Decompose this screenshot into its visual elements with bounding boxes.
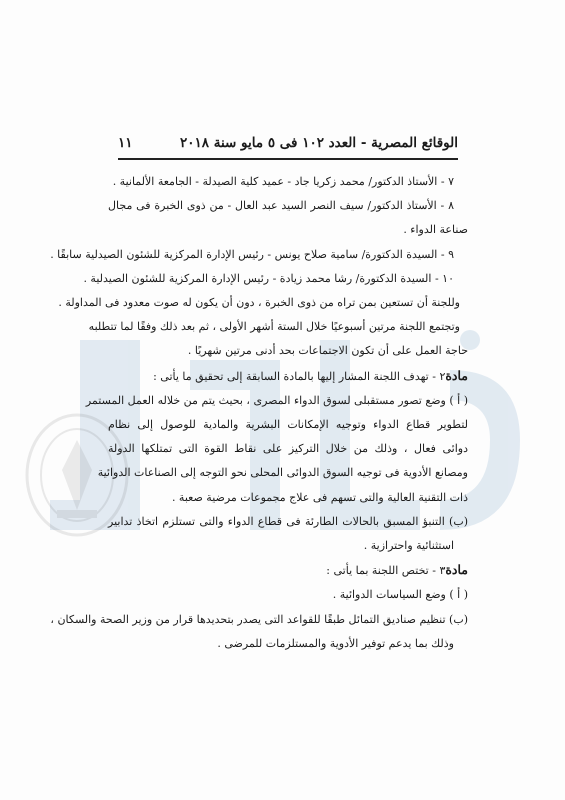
header-rule <box>118 158 458 160</box>
article-text: ٣ - تختص اللجنة بما يأتى : <box>326 564 446 578</box>
text-line: وتجتمع اللجنة مرتين أسبوعيًا خلال الستة أشهر الأولى ، ثم بعد ذلك وفقًا لما تتطلبه <box>88 320 460 334</box>
document-body <box>50 170 468 656</box>
text-line: (ب) التنبؤ المسبق بالحالات الطارئة فى قطاع الدواء والتى تستلزم اتخاذ تدابير <box>108 514 468 528</box>
text-line: ١٠ - السيدة الدكتورة/ رشا محمد زيادة - رئيس الإدارة المركزية للشئون الصيدلية . <box>83 271 454 285</box>
text-line: ٨ - الأستاذ الدكتور/ سيف النصر السيد عبد العال - من ذوى الخبرة فى مجال <box>108 199 454 213</box>
text-line: (ب) تنظيم صناديق التمائل طبقًا للقواعد التى يصدر بتحديدها قرار من وزير الصحة والسكان ، <box>50 612 468 626</box>
text-line: استثنائية واحترازية . <box>363 539 454 553</box>
article-label: مادة <box>445 562 468 578</box>
text-line: ٧ - الأستاذ الدكتور/ محمد زكريا جاد - عميد كلية الصيدلة - الجامعة الألمانية . <box>112 175 454 188</box>
text-line: صناعة الدواء . <box>403 223 468 237</box>
article-heading <box>108 364 468 389</box>
text-line: وذلك بما يدعم توفير الأدوية والمستلزمات للمرضى . <box>217 636 454 650</box>
text-line: دوائى فعال ، وذلك من خلال التركيز على نقاط القوة التى تمتلكها الدولة <box>108 442 468 456</box>
page-number: ١١ <box>118 135 133 151</box>
text-line: ذات التقنية العالية والتى تسهم فى علاج مجموعات مرضية صعبة . <box>171 490 468 504</box>
header-title: الوقائع المصرية - العدد ١٠٢ فى ٥ مايو سنة ٢٠١٨ <box>179 135 458 151</box>
text-line: ( أ ) وضع السياسات الدوائية . <box>332 588 468 602</box>
text-line: حاجة العمل على أن تكون الاجتماعات بحد أدنى مرتين شهريًا . <box>187 344 468 358</box>
text-line: لتطوير قطاع الدواء وتوجيه الإمكانات البشرية والمادية للوصول إلى نظام <box>108 418 468 432</box>
text-line: ٩ - السيدة الدكتورة/ سامية صلاح يونس - رئيس الإدارة المركزية للشئون الصيدلية سابقًا . <box>50 247 454 261</box>
article-heading <box>108 558 468 583</box>
text-line: وللجنة أن تستعين بمن تراه من ذوى الخبرة ، دون أن يكون له صوت معدود فى المداولة . <box>58 296 460 310</box>
text-line: ومصانع الأدوية فى توجيه السوق الدوائى المحلى نحو التوجه إلى الصناعات الدوائية <box>97 466 468 480</box>
article-label: مادة <box>445 367 468 383</box>
article-text: ٢ - تهدف اللجنة المشار إليها بالمادة السابقة إلى تحقيق ما يأتى : <box>153 369 446 383</box>
page-header <box>118 132 458 154</box>
text-line: ( أ ) وضع تصور مستقبلى لسوق الدواء المصرى ، بحيث يتم من خلاله العمل المستمر <box>85 393 468 407</box>
